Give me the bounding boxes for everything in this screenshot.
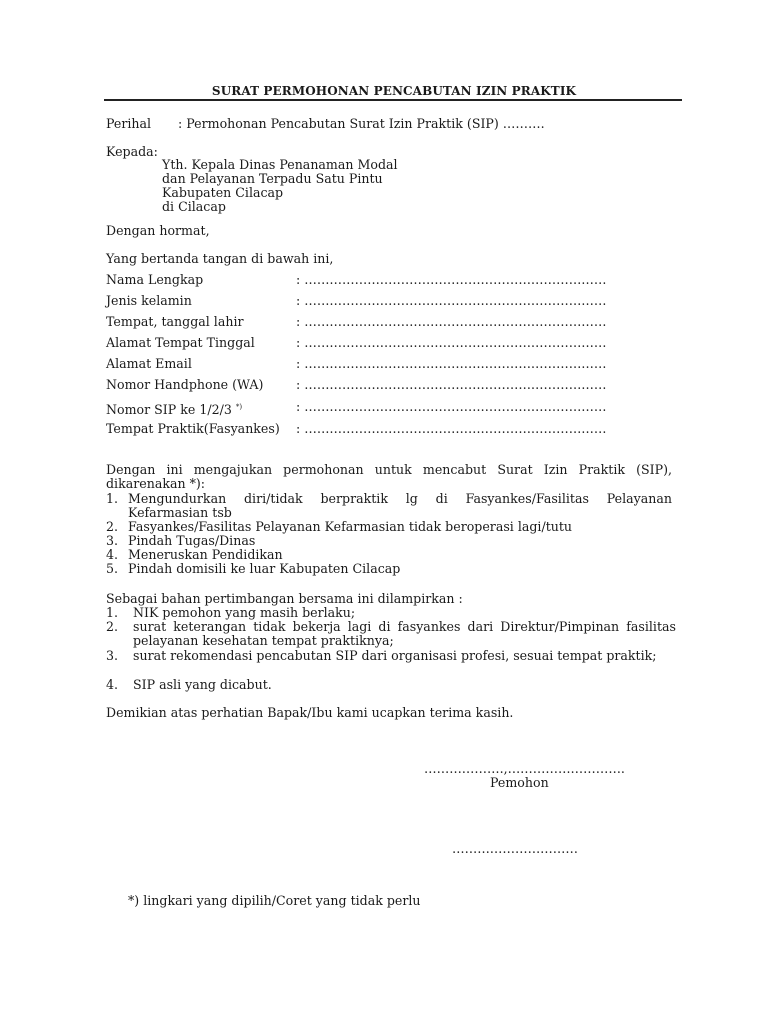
perihal-value: : Permohonan Pencabutan Surat Izin Praktik (SIP) ………. xyxy=(178,116,545,131)
footnote: *) lingkari yang dipilih/Coret yang tidak perlu xyxy=(128,893,421,908)
attachments-intro: Sebagai bahan pertimbangan bersama ini dilampirkan : xyxy=(106,591,463,606)
field-value: : ……………………………………………………………… xyxy=(296,399,607,414)
reason-text: Meneruskan Pendidikan xyxy=(128,547,283,562)
reason-text: Pindah domisili ke luar Kabupaten Cilacap xyxy=(128,561,401,576)
reason-number: 1. xyxy=(106,491,119,506)
footnote-marker: *) xyxy=(235,403,243,411)
recipient-address xyxy=(162,158,398,214)
field-nomor-handphone xyxy=(106,378,666,394)
attachment-text: surat keterangan tidak bekerja lagi di fasyankes dari Direktur/Pimpinan fasilitas pelayanan kesehatan tempat praktiknya; xyxy=(133,619,676,648)
field-label: Nomor Handphone (WA) xyxy=(106,377,264,392)
field-tempat-praktik xyxy=(106,422,666,438)
field-label: Tempat Praktik(Fasyankes) xyxy=(106,421,280,436)
title-underline xyxy=(104,99,682,101)
recipient-line: dan Pelayanan Terpadu Satu Pintu xyxy=(162,171,383,186)
document-title: SURAT PERMOHONAN PENCABUTAN IZIN PRAKTIK xyxy=(211,84,577,98)
field-tempat-tanggal-lahir xyxy=(106,315,666,331)
field-jenis-kelamin xyxy=(106,294,666,310)
attachment-text: NIK pemohon yang masih berlaku; xyxy=(133,605,356,620)
field-label: Nomor SIP ke 1/2/3 *) xyxy=(106,402,243,417)
field-alamat-tempat-tinggal xyxy=(106,336,666,352)
perihal-label: Perihal xyxy=(106,116,152,131)
field-label: Tempat, tanggal lahir xyxy=(106,314,244,329)
attachment-number: 4. xyxy=(106,677,119,692)
request-paragraph: Dengan ini mengajukan permohonan untuk mencabut Surat Izin Praktik (SIP), dikarenakan *): xyxy=(106,462,672,491)
reason-number: 5. xyxy=(106,561,119,576)
field-alamat-email xyxy=(106,357,666,373)
reason-number: 4. xyxy=(106,547,119,562)
field-value: : ……………………………………………………………… xyxy=(296,356,607,371)
signature-name-line: ………………………… xyxy=(452,841,578,856)
recipient-line: Yth. Kepala Dinas Penanaman Modal xyxy=(162,157,398,172)
field-value: : ……………………………………………………………… xyxy=(296,421,607,436)
reason-text: Pindah Tugas/Dinas xyxy=(128,533,256,548)
recipient-line: di Cilacap xyxy=(162,199,226,214)
field-label: Nama Lengkap xyxy=(106,272,204,287)
field-value: : ……………………………………………………………… xyxy=(296,335,607,350)
field-value: : ……………………………………………………………… xyxy=(296,272,607,287)
reason-number: 2. xyxy=(106,519,119,534)
attachment-text: surat rekomendasi pencabutan SIP dari organisasi profesi, sesuai tempat praktik; xyxy=(133,648,657,663)
closing-text: Demikian atas perhatian Bapak/Ibu kami ucapkan terima kasih. xyxy=(106,705,514,720)
reason-text: Mengundurkan diri/tidak berpraktik lg di Fasyankes/Fasilitas Pelayanan Kefarmasian tsb xyxy=(128,491,672,520)
field-value: : ……………………………………………………………… xyxy=(296,293,607,308)
reason-text: Fasyankes/Fasilitas Pelayanan Kefarmasian tidak beroperasi lagi/tutu xyxy=(128,519,573,534)
kepada-label: Kepada: xyxy=(106,144,158,159)
attachment-number: 2. xyxy=(106,619,119,634)
field-label: Alamat Email xyxy=(106,356,192,371)
field-nomor-sip xyxy=(106,400,666,416)
field-label: Alamat Tempat Tinggal xyxy=(106,335,255,350)
greeting: Dengan hormat, xyxy=(106,223,210,238)
attachment-number: 3. xyxy=(106,648,119,663)
field-nama-lengkap xyxy=(106,273,666,289)
signature-place-date: ……………….,………………………. xyxy=(424,761,625,776)
attachment-text: SIP asli yang dicabut. xyxy=(133,677,272,692)
attachment-number: 1. xyxy=(106,605,119,620)
field-value: : ……………………………………………………………… xyxy=(296,314,607,329)
field-label: Jenis kelamin xyxy=(106,293,192,308)
field-value: : ……………………………………………………………… xyxy=(296,377,607,392)
reason-number: 3. xyxy=(106,533,119,548)
recipient-line: Kabupaten Cilacap xyxy=(162,185,284,200)
signature-role: Pemohon xyxy=(490,775,549,790)
intro-text: Yang bertanda tangan di bawah ini, xyxy=(106,251,334,266)
